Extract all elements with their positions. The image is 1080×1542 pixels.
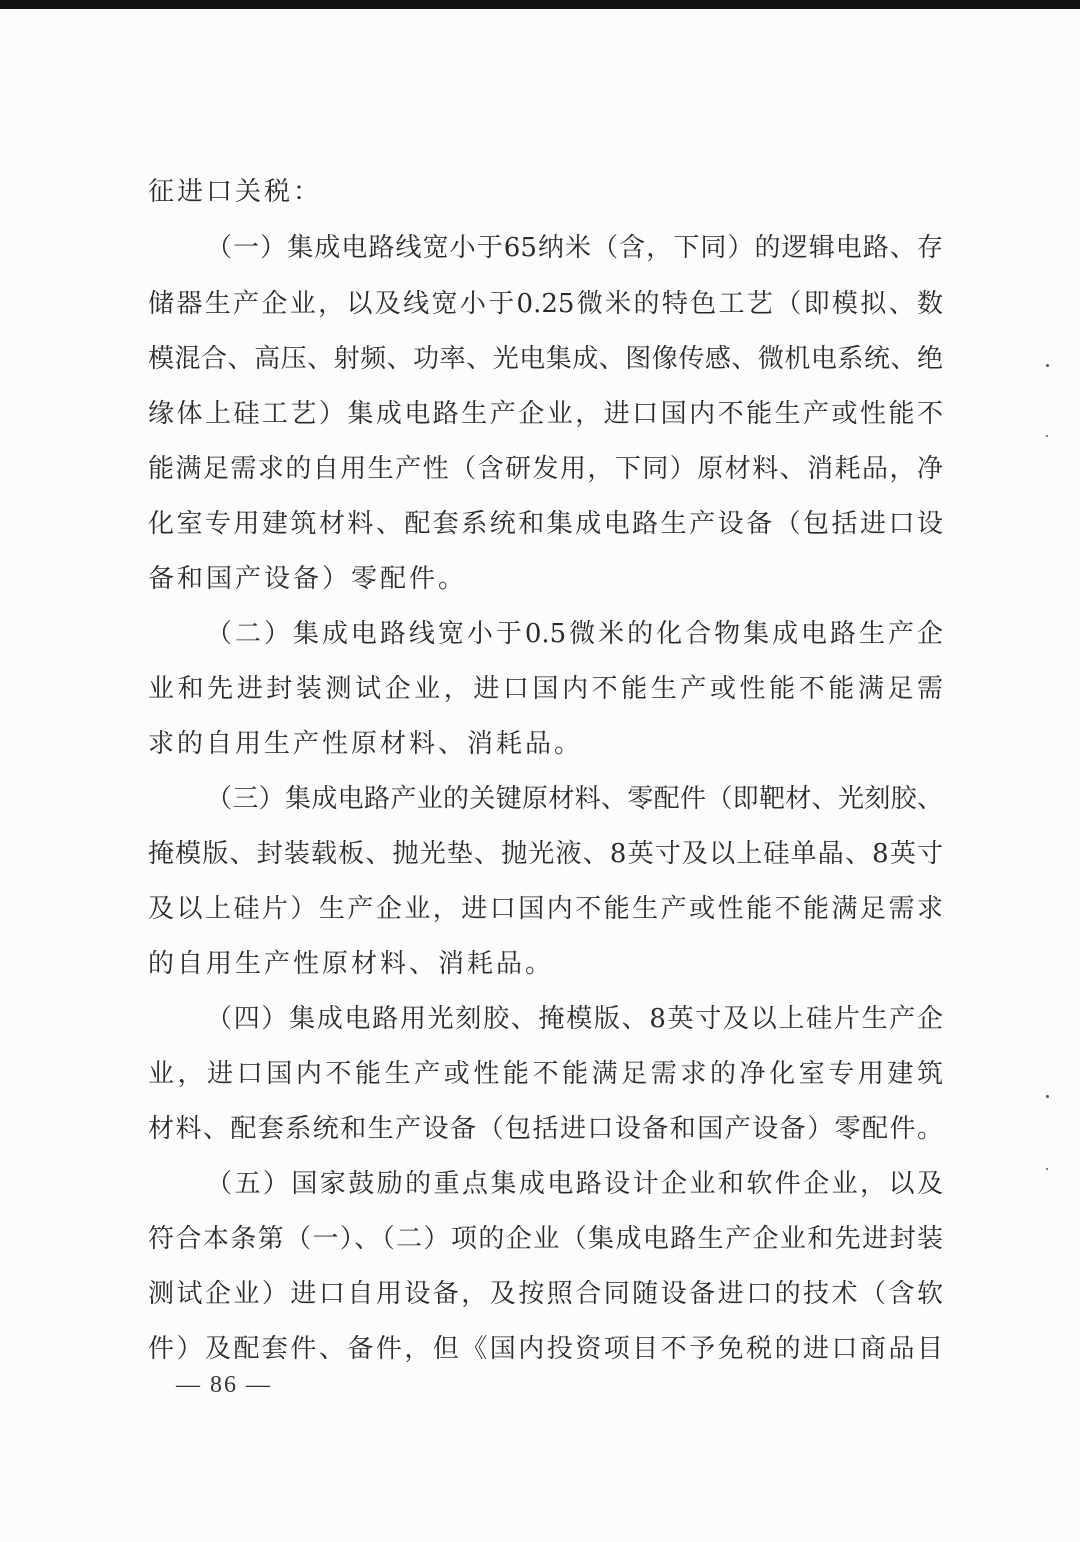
text-line: 件）及配套件、备件，但《国内投资项目不予免税的进口商品目 [148,1334,943,1364]
scan-speck [1046,1168,1048,1170]
text-line: （二）集成电路线宽小于0.5微米的化合物集成电路生产企 [206,619,943,649]
text-line: 储器生产企业，以及线宽小于0.25微米的特色工艺（即模拟、数 [148,289,943,319]
text-line: 能满足需求的自用生产性（含研发用，下同）原材料、消耗品，净 [148,454,943,484]
text-line: 缘体上硅工艺）集成电路生产企业，进口国内不能生产或性能不 [148,399,943,429]
text-line: 征进口关税： [148,177,323,207]
text-line: 业，进口国内不能生产或性能不能满足需求的净化室专用建筑 [148,1059,943,1089]
scan-speck [1046,364,1049,367]
text-line: （三）集成电路产业的关键原材料、零配件（即靶材、光刻胶、 [206,784,943,814]
scan-speck [1046,1095,1049,1098]
scan-speck [1046,435,1048,437]
scan-top-border [0,0,1080,9]
text-line: 化室专用建筑材料、配套系统和集成电路生产设备（包括进口设 [148,509,943,539]
text-line: 的自用生产性原材料、消耗品。 [148,949,555,979]
text-line: 材料、配套系统和生产设备（包括进口设备和国产设备）零配件。 [148,1114,943,1144]
text-line: 符合本条第（一）、（二）项的企业（集成电路生产企业和先进封装 [148,1224,943,1254]
text-line: （一）集成电路线宽小于65纳米（含，下同）的逻辑电路、存 [206,233,943,263]
text-line: （四）集成电路用光刻胶、掩模版、8英寸及以上硅片生产企 [206,1004,943,1034]
page-number: — 86 — [176,1372,272,1398]
text-line: 求的自用生产性原材料、消耗品。 [148,729,584,759]
text-line: （五）国家鼓励的重点集成电路设计企业和软件企业，以及 [206,1169,943,1199]
text-line: 及以上硅片）生产企业，进口国内不能生产或性能不能满足需求 [148,894,943,924]
text-line: 备和国产设备）零配件。 [148,564,468,594]
text-line: 业和先进封装测试企业，进口国内不能生产或性能不能满足需 [148,674,943,704]
text-line: 模混合、高压、射频、功率、光电集成、图像传感、微机电系统、绝 [148,344,943,374]
text-line: 掩模版、封装载板、抛光垫、抛光液、8英寸及以上硅单晶、8英寸 [148,839,943,869]
text-line: 测试企业）进口自用设备，及按照合同随设备进口的技术（含软 [148,1279,943,1309]
